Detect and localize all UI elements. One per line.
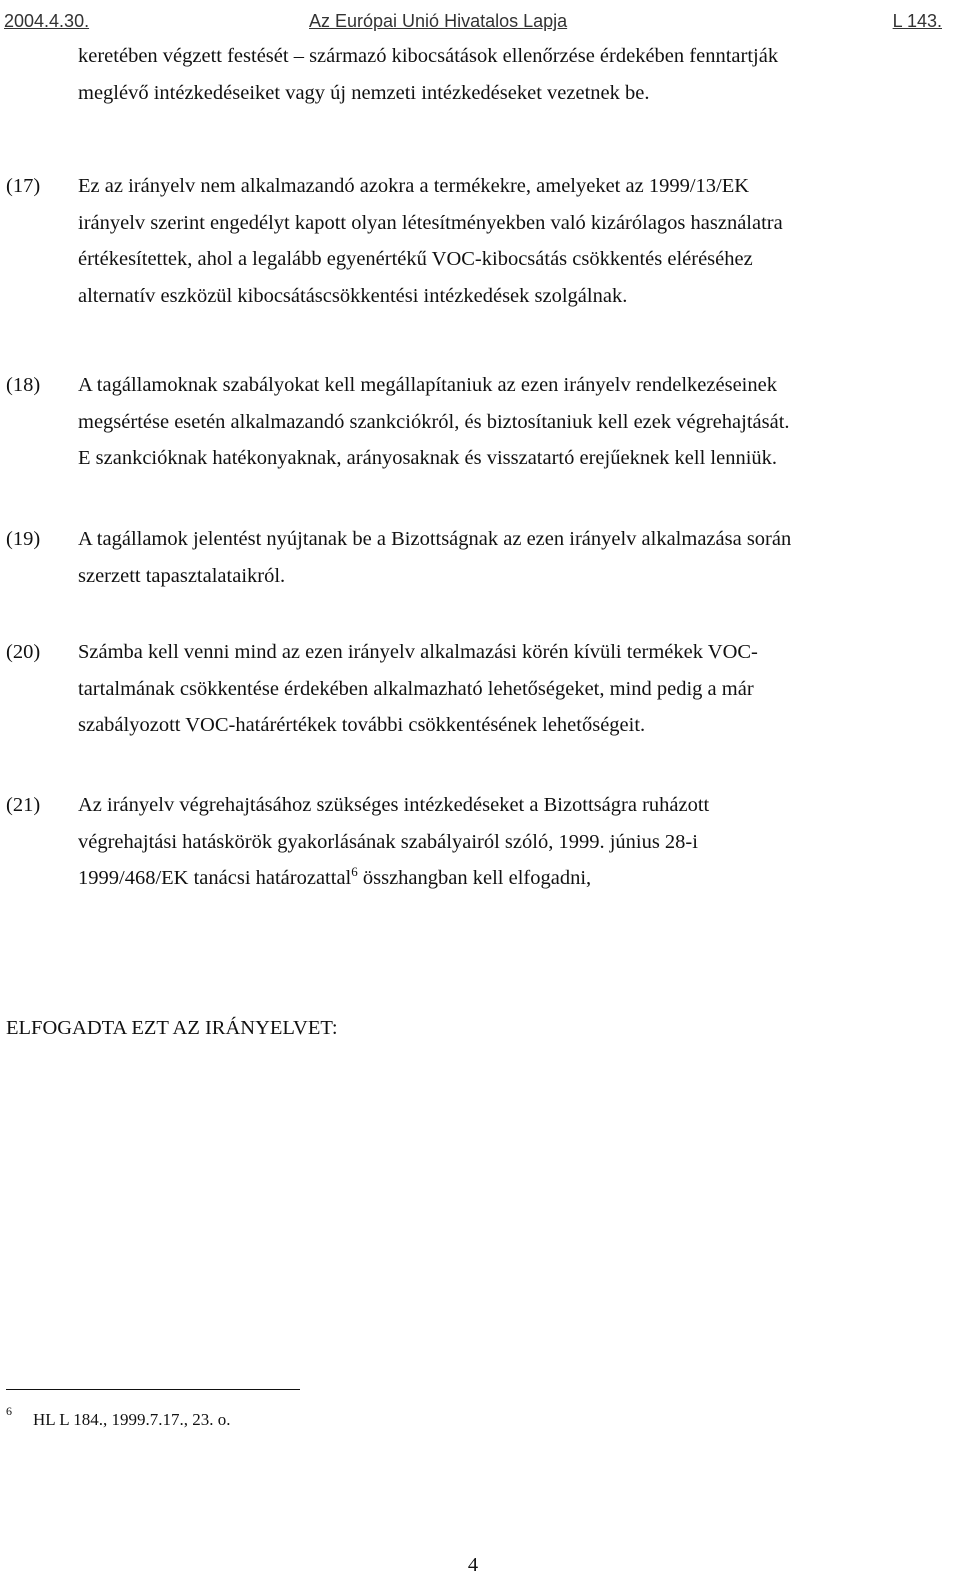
- text-line: E szankcióknak hatékonyaknak, arányosaknak és visszatartó erejűeknek kell lenniük.: [78, 447, 778, 470]
- header-date: 2004.4.30.: [4, 11, 90, 31]
- text-line: értékesítettek, ahol a legalább egyenértékű VOC-kibocsátás csökkentés eléréséhez: [78, 248, 753, 271]
- text-line: tartalmának csökkentése érdekében alkalmazható lehetőségeket, mind pedig a már: [78, 677, 754, 700]
- text-line: szabályozott VOC-határértékek további csökkentésének lehetőségeit.: [78, 714, 646, 737]
- text-segment: összhangban kell elfogadni,: [357, 867, 592, 890]
- footnote-divider: [6, 1389, 300, 1390]
- footnote-number: 6: [6, 1404, 12, 1418]
- footnote-text: HL L 184., 1999.7.17., 23. o.: [33, 1410, 231, 1429]
- text-segment: 1999/468/EK tanácsi határozattal: [78, 867, 352, 890]
- header-page-reference: L 143.: [892, 11, 942, 31]
- page-number: 4: [467, 1554, 479, 1576]
- recital-number-21: (21): [6, 794, 41, 816]
- text-line: [78, 860, 942, 897]
- recital-number-18: (18): [6, 374, 41, 396]
- recital-19-text: [78, 521, 942, 594]
- text-line: alternatív eszközül kibocsátáscsökkentési intézkedések szolgálnak.: [78, 285, 628, 308]
- text-line: Ez az irányelv nem alkalmazandó azokra a termékekre, amelyeket az 1999/13/EK: [78, 175, 750, 197]
- text-line: keretében végzett festését – származó kibocsátások ellenőrzése érdekében fenntartják: [78, 45, 779, 67]
- text-line: végrehajtási hatáskörök gyakorlásának szabályairól szóló, 1999. június 28-i: [78, 830, 698, 853]
- text-line: meglévő intézkedéseiket vagy új nemzeti intézkedéseket vezetnek be.: [78, 81, 650, 104]
- footnote-reference[interactable]: 6: [351, 864, 358, 880]
- text-line: A tagállamok jelentést nyújtanak be a Bizottságnak az ezen irányelv alkalmazása során: [78, 528, 792, 550]
- recital-18-text: [78, 367, 942, 477]
- text-line: megsértése esetén alkalmazandó szankciókról, és biztosítaniuk kell ezek végrehajtását.: [78, 410, 790, 433]
- recital-17-text: [78, 168, 942, 315]
- recital-number-20: (20): [6, 641, 41, 663]
- recital-20-text: [78, 634, 942, 744]
- page-header: [4, 6, 942, 36]
- text-line: szerzett tapasztalataikról.: [78, 564, 286, 587]
- recital-21-text: [78, 787, 942, 897]
- adoption-formula: ELFOGADTA EZT AZ IRÁNYELVET:: [6, 1017, 338, 1039]
- text-line: Számba kell venni mind az ezen irányelv alkalmazási körén kívüli termékek VOC-: [78, 641, 758, 663]
- text-line: Az irányelv végrehajtásához szükséges intézkedéseket a Bizottságra ruházott: [78, 794, 710, 816]
- recital-number-19: (19): [6, 528, 41, 550]
- recital-number-17: (17): [6, 175, 41, 197]
- continuation-paragraph: [78, 38, 942, 111]
- text-line: irányelv szerint engedélyt kapott olyan létesítményekben való kizárólagos használatra: [78, 211, 783, 234]
- text-line: A tagállamoknak szabályokat kell megállapítaniuk az ezen irányelv rendelkezéseinek: [78, 374, 777, 396]
- header-journal-title: Az Európai Unió Hivatalos Lapja: [309, 11, 568, 31]
